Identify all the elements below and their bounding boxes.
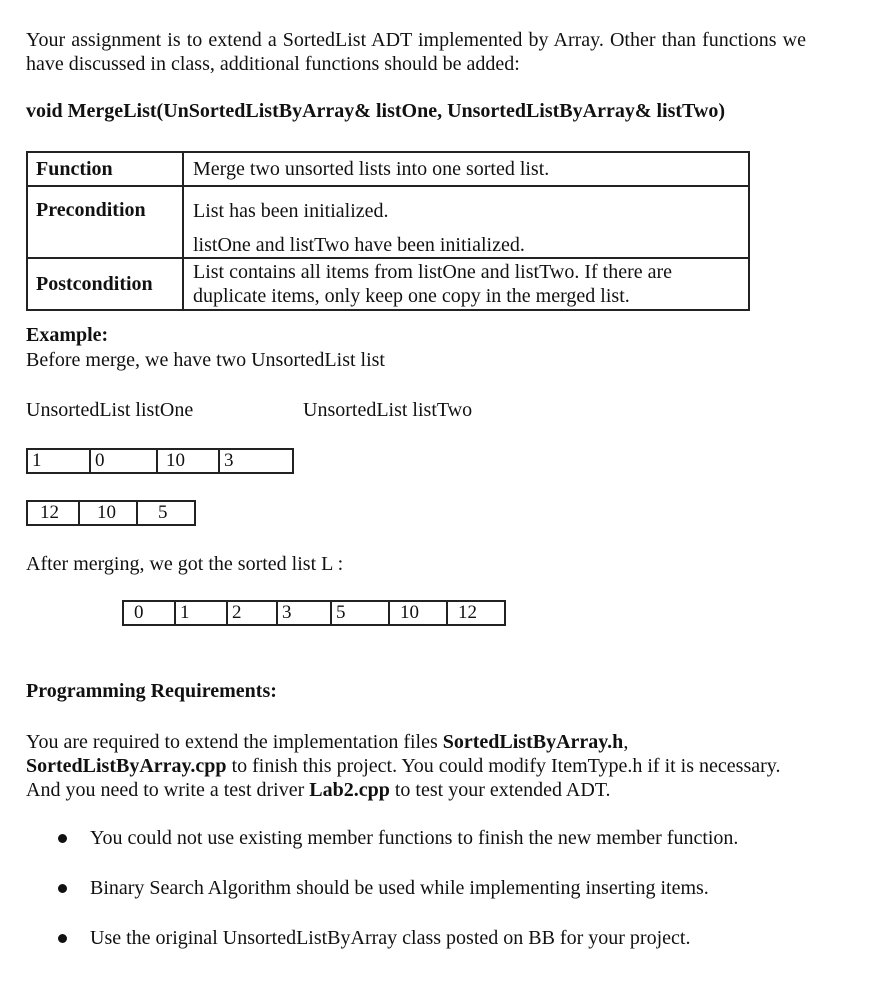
bullet-icon — [58, 934, 67, 943]
function-label: Function — [27, 152, 183, 186]
req-file-header: SortedListByArray.h — [442, 731, 624, 753]
bullet-icon — [58, 834, 67, 843]
array-cell: 10 — [158, 450, 220, 472]
array-cell: 12 — [458, 602, 477, 623]
precondition-value — [183, 186, 749, 258]
array-cell: 5 — [332, 602, 390, 624]
requirements-paragraph — [26, 730, 816, 802]
req-text: , — [623, 731, 629, 753]
req-text: to test your extended ADT. — [389, 779, 611, 801]
array-list-one — [26, 448, 294, 474]
array-cell: 0 — [124, 602, 176, 624]
precondition-label: Precondition — [27, 186, 183, 258]
after-merge-text: After merging, we got the sorted list L : — [26, 553, 344, 575]
list-one-label: UnsortedList listOne — [26, 399, 194, 421]
intro-paragraph: Your assignment is to extend a SortedList ADT implemented by Array. Other than functions we have discussed in class, additional functions should be added: — [26, 29, 806, 75]
postcondition-label: Postcondition — [27, 258, 183, 310]
postcondition-row — [27, 258, 749, 310]
function-row — [27, 152, 749, 186]
array-cell: 10 — [80, 502, 138, 524]
array-cell: 1 — [28, 450, 91, 472]
req-file-driver: Lab2.cpp — [309, 779, 390, 801]
array-cell: 5 — [158, 502, 168, 523]
array-cell: 10 — [390, 602, 448, 624]
requirements-list — [58, 826, 738, 976]
function-value: Merge two unsorted lists into one sorted list. — [183, 152, 749, 186]
specification-table — [26, 151, 750, 311]
precondition-row — [27, 186, 749, 258]
bullet-icon — [58, 884, 67, 893]
example-subtext: Before merge, we have two UnsortedList list — [26, 349, 385, 371]
array-cell: 2 — [228, 602, 278, 624]
postcondition-value: List contains all items from listOne and listTwo. If there are duplicate items, only keep one copy in the merged list. — [183, 258, 749, 310]
bullet-text: Use the original UnsortedListByArray class posted on BB for your project. — [90, 927, 691, 949]
list-two-label: UnsortedList listTwo — [303, 399, 473, 421]
req-file-cpp: SortedListByArray.cpp — [26, 755, 227, 777]
list-item — [58, 826, 738, 876]
array-cell: 1 — [176, 602, 228, 624]
bullet-text: You could not use existing member functions to finish the new member function. — [90, 827, 739, 849]
req-text: to finish this project. You could modify ItemType.h if it is necessary. And you need to write a test driver — [26, 755, 781, 801]
example-heading: Example: — [26, 324, 109, 346]
array-list-two — [26, 500, 196, 526]
list-item — [58, 876, 738, 926]
req-text: You are required to extend the implementation files — [26, 731, 443, 753]
array-cell: 3 — [224, 450, 234, 471]
precondition-line-2: listOne and listTwo have been initialized. — [193, 234, 525, 256]
array-merged — [122, 600, 506, 626]
array-cell: 0 — [91, 450, 158, 472]
requirements-heading: Programming Requirements: — [26, 680, 277, 702]
bullet-text: Binary Search Algorithm should be used while implementing inserting items. — [90, 877, 709, 899]
array-cell: 12 — [28, 502, 80, 524]
list-item — [58, 926, 738, 976]
array-cell: 3 — [278, 602, 332, 624]
function-signature: void MergeList(UnSortedListByArray& listOne, UnsortedListByArray& listTwo) — [26, 100, 726, 122]
precondition-line-1: List has been initialized. — [193, 200, 389, 222]
